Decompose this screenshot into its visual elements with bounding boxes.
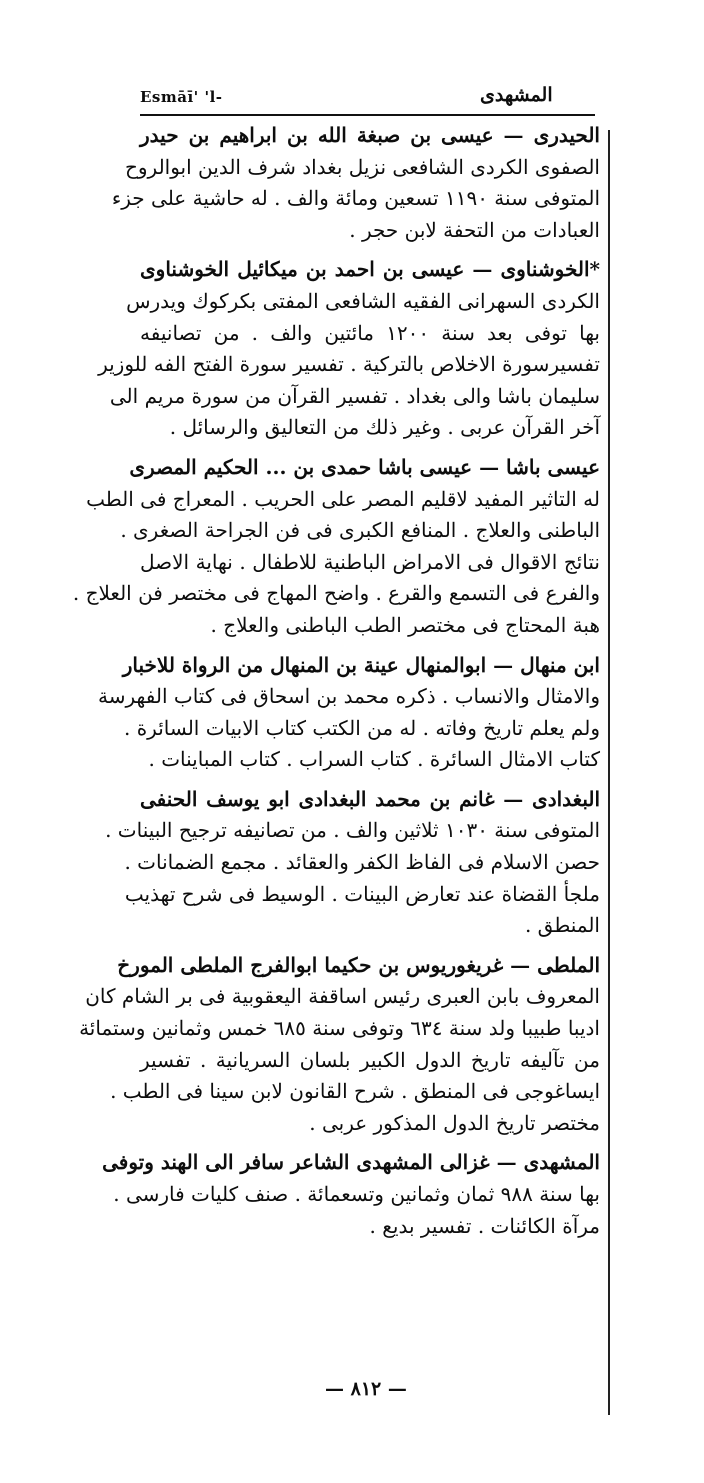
entry-text-line: مرآة الكائنات . تفسير بديع .: [369, 1213, 600, 1238]
biography-entry: [105, 784, 600, 942]
entry-text-line: المتوفى سنة ١٠٣٠ ثلاثين والف . من تصانيفه ترجيح البينات .: [105, 818, 600, 843]
entry-text-line: كتاب الامثال السائرة . كتاب السراب . كتاب المباينات .: [148, 747, 600, 772]
entry-text-line: الباطنى والعلاج . المنافع الكبرى فى فن الجراحة الصغرى .: [120, 518, 600, 543]
entry-heading-line: *الخوشناوى — عيسى بن احمد بن ميكائيل الخوشناوى: [140, 257, 600, 282]
entry-heading-line: الملطى — غريغوريوس بن حكيما ابوالفرج الملطى المورخ: [117, 952, 600, 977]
entry-text-line: نتائج الاقوال فى الامراض الباطنية للاطفال . نهاية الاصل: [140, 549, 600, 574]
biography-entry: [79, 950, 600, 1140]
entry-text-line: المعروف بابن العبرى رئيس اساقفة اليعقوبية فى بر الشام كان: [85, 984, 600, 1009]
entry-text-line: ايساغوجى فى المنطق . شرح القانون لابن سينا فى الطب .: [110, 1079, 600, 1104]
entry-text-line: الكردى السهرانى الفقيه الشافعى المفتى بكركوك ويدرس: [126, 288, 600, 313]
entry-text-line: اديبا طبيبا ولد سنة ٦٣٤ وتوفى سنة ٦٨٥ خمس وثمانين وستمائة: [79, 1016, 600, 1041]
entry-heading-line: البغدادى — غانم بن محمد البغدادى ابو يوسف الحنفى: [140, 786, 600, 811]
entry-text-line: والامثال والانساب . ذكره محمد بن اسحاق فى كتاب الفهرسة: [98, 684, 600, 709]
entry-text-line: والفرع فى التسمع والقرع . واضح المهاج فى مختصر فن العلاج .: [72, 581, 600, 606]
margin-rule: [608, 130, 610, 1415]
entry-text-line: الصفوى الكردى الشافعى نزيل بغداد شرف الدين ابوالروح: [124, 154, 600, 179]
page-body: [72, 120, 600, 1250]
biography-entry: [72, 452, 600, 642]
entry-heading-line: ابن منهال — ابوالمنهال عينة بن المنهال من الرواة للاخبار: [122, 652, 600, 677]
page-number: — ٨١٢ —: [325, 1378, 407, 1400]
biography-entry: [102, 1147, 600, 1242]
entry-heading-line: الحيدرى — عيسى بن صبغة الله بن ابراهيم بن حيدر: [140, 123, 600, 147]
header-rule: [140, 114, 595, 116]
biography-entry: [98, 650, 600, 776]
biography-entry: [111, 120, 600, 246]
running-head-transliteration: Esmāī' 'l-: [140, 88, 223, 106]
biography-entry: [98, 254, 600, 444]
entry-text-line: آخر القرآن عربى . وغير ذلك من التعاليق والرسائل .: [169, 415, 600, 440]
entry-text-line: بها سنة ٩٨٨ ثمان وثمانين وتسعمائة . صنف كليات فارسى .: [113, 1182, 600, 1206]
entry-text-line: بها توفى بعد سنة ١٢٠٠ مائتين والف . من تصانيفه: [140, 320, 600, 345]
entry-text-line: تفسيرسورة الاخلاص بالتركية . تفسير سورة الفتح الفه للوزير: [98, 352, 600, 377]
running-head-arabic: المشهدى: [480, 84, 553, 106]
entry-text-line: سليمان باشا والى بغداد . تفسير القرآن من سورة مريم الى: [109, 383, 600, 408]
entry-text-line: حصن الاسلام فى الفاظ الكفر والعقائد . مجمع الضمانات .: [124, 850, 600, 875]
entry-text-line: من تآليفه تاريخ الدول الكبير بلسان السريانية . تفسير: [140, 1047, 600, 1072]
entry-text-line: العبادات من التحفة لابن حجر .: [349, 217, 600, 242]
entry-heading-line: المشهدى — غزالى المشهدى الشاعر سافر الى الهند وتوفى: [102, 1150, 600, 1175]
entry-text-line: هبة المحتاج فى مختصر الطب الباطنى والعلاج .: [210, 612, 600, 637]
entry-text-line: ولم يعلم تاريخ وفاته . له من الكتب كتاب الابيات السائرة .: [123, 715, 600, 740]
entry-text-line: مختصر تاريخ الدول المذكور عربى .: [309, 1110, 600, 1135]
entry-text-line: المنطق .: [524, 913, 600, 938]
entry-text-line: له التاثير المفيد لاقليم المصر على الحريب . المعراج فى الطب: [86, 486, 600, 511]
entry-text-line: ملجأ القضاة عند تعارض البينات . الوسيط فى شرح تهذيب: [124, 881, 600, 906]
entry-heading-line: عيسى باشا — عيسى باشا حمدى بن ... الحكيم المصرى: [129, 454, 600, 479]
entry-text-line: المتوفى سنة ١١٩٠ تسعين ومائة والف . له حاشية على جزء: [111, 186, 600, 211]
